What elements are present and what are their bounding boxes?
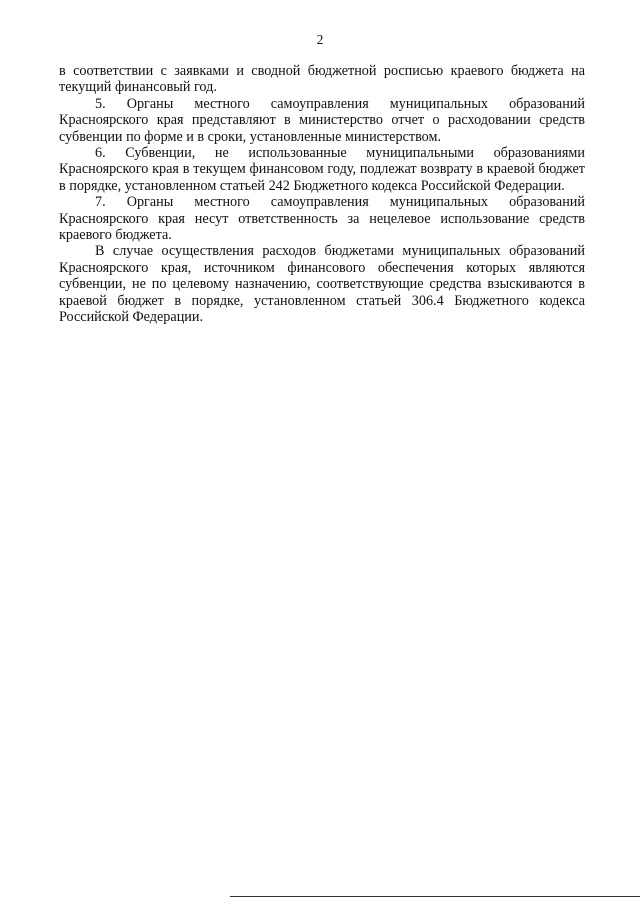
footer-rule — [230, 896, 640, 897]
paragraph-item-5: 5. Органы местного самоуправления муниципальных образований Красноярского края представляют в министерство отчет о расходовании средств субвенции по форме и в сроки, установленные министерством. — [59, 95, 585, 145]
body-text — [59, 63, 585, 326]
page-number: 2 — [316, 32, 324, 47]
paragraph-continuation: в соответствии с заявками и сводной бюджетной росписью краевого бюджета на текущий финансовый год. — [59, 63, 585, 96]
paragraph-misuse-clause: В случае осуществления расходов бюджетами муниципальных образований Красноярского края, источником финансового обеспечения которых являются субвенции, не по целевому назначению, соответствующие средства взыскиваются в краевой бюджет в порядке, установленном статьей 306.4 Бюджетного кодекса Российской Федерации. — [59, 243, 585, 326]
paragraph-item-6: 6. Субвенции, не использованные муниципальными образованиями Красноярского края в текущем финансовом году, подлежат возврату в краевой бюджет в порядке, установленном статьей 242 Бюджетного кодекса Российской Федерации. — [59, 145, 585, 194]
paragraph-item-7: 7. Органы местного самоуправления муниципальных образований Красноярского края несут ответственность за нецелевое использование средств краевого бюджета. — [59, 194, 585, 244]
